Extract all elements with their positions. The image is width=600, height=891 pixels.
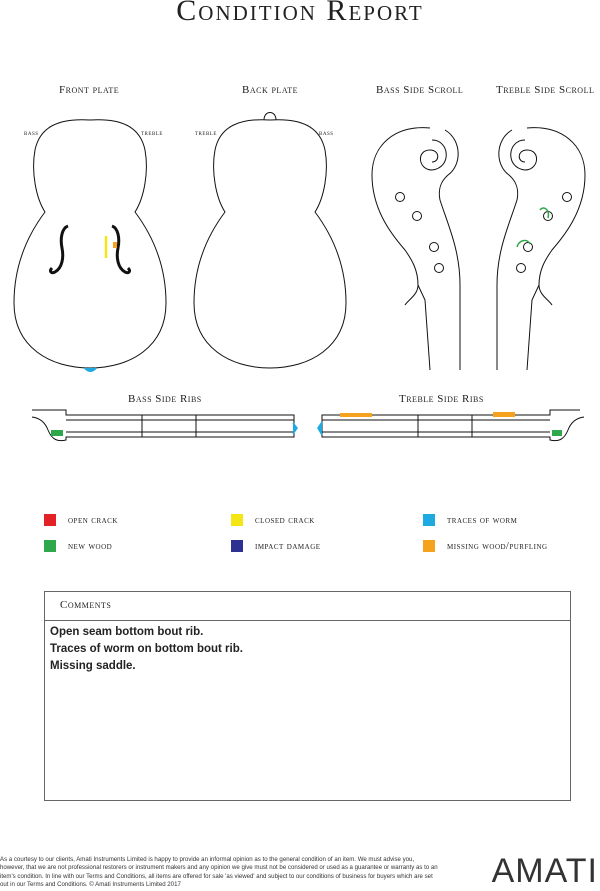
- worm-mark-front: [85, 368, 96, 371]
- treble-scroll-drawing: [497, 128, 585, 370]
- new-wood-rib-treble: [552, 430, 562, 436]
- comment-line: Traces of worm on bottom bout rib.: [50, 643, 243, 655]
- treble-ribs-label: Treble Side Ribs: [399, 393, 484, 405]
- back-treble-label: treble: [195, 129, 217, 137]
- legend-closed-crack: closed crack: [231, 513, 315, 527]
- comments-label: Comments: [60, 599, 112, 611]
- bass-scroll-drawing: [372, 128, 460, 370]
- f-hole-treble: [112, 226, 129, 273]
- missing-wood-mark: [113, 242, 117, 248]
- swatch-impact-damage: [231, 540, 243, 552]
- missing-wood-rib-1: [340, 413, 372, 417]
- footer-disclaimer: As a courtesy to our clients, Amati Instruments Limited is happy to provide an informal opinion as to the general condition of an item. We must advise you, however, that we are not professional restorers or instrument makers and any opinion we give must not be considered or used as a guarantee or warranty as to an item's condition. In line with our Terms and Conditions, all items are offered for sale 'as viewed' and subject to our conditions of business for buyers which are set out in our Terms and Conditions. © Amati Instruments Limited 2017: [0, 856, 438, 889]
- legend-missing-wood: missing wood/purfling: [423, 539, 548, 553]
- swatch-new-wood: [44, 540, 56, 552]
- new-wood-rib-bass: [51, 430, 63, 436]
- swatch-missing-wood: [423, 540, 435, 552]
- bass-scroll-label: Bass Side Scroll: [376, 84, 464, 96]
- front-bass-label: bass: [24, 129, 39, 137]
- front-treble-label: treble: [141, 129, 163, 137]
- f-hole-bass: [51, 226, 68, 273]
- comment-line: Open seam bottom bout rib.: [50, 626, 204, 638]
- brand-logo: AMATI: [491, 852, 598, 890]
- swatch-open-crack: [44, 514, 56, 526]
- treble-scroll-label: Treble Side Scroll: [496, 84, 595, 96]
- back-plate-label: Back plate: [242, 84, 298, 96]
- front-plate-label: Front plate: [59, 84, 120, 96]
- front-plate-outline: [14, 120, 166, 368]
- worm-mark-rib-bass: [293, 423, 297, 434]
- legend-traces-of-worm: traces of worm: [423, 513, 517, 527]
- comment-line: Missing saddle.: [50, 660, 136, 672]
- legend-impact-damage: impact damage: [231, 539, 321, 553]
- comments-text: [50, 624, 243, 675]
- bass-ribs-drawing: [32, 410, 294, 441]
- missing-wood-rib-2: [493, 412, 515, 417]
- back-plate-outline: [194, 113, 346, 369]
- legend-new-wood: new wood: [44, 539, 112, 553]
- worm-mark-rib-treble: [318, 422, 322, 435]
- bass-ribs-label: Bass Side Ribs: [128, 393, 202, 405]
- comments-header: [45, 592, 570, 621]
- legend-open-crack: open crack: [44, 513, 118, 527]
- comments-box: [44, 591, 571, 801]
- page-title: Condition Report: [176, 0, 424, 27]
- back-bass-label: bass: [319, 129, 334, 137]
- swatch-closed-crack: [231, 514, 243, 526]
- swatch-traces-of-worm: [423, 514, 435, 526]
